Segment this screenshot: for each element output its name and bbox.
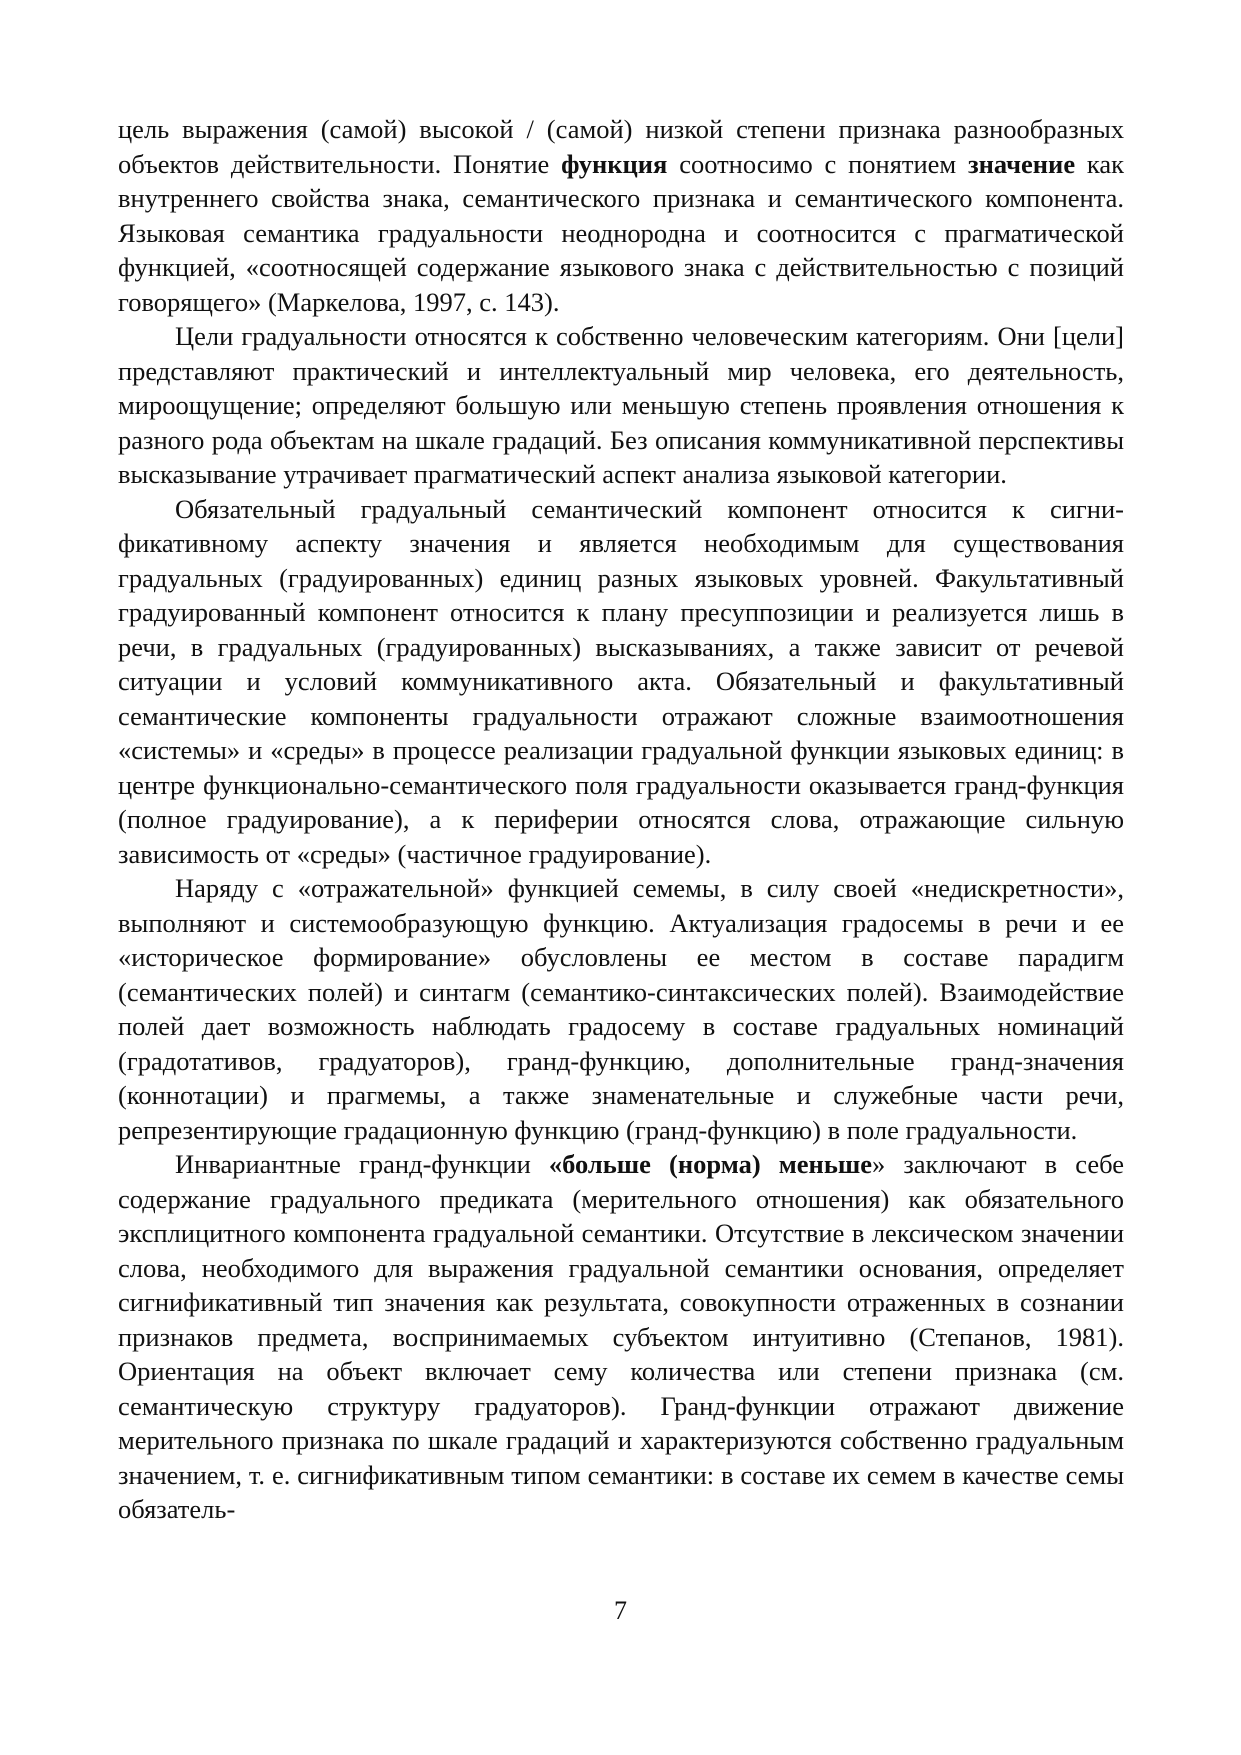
paragraph-1 (118, 112, 1124, 319)
paragraph-3 (118, 492, 1124, 872)
term-funktsiya: функция (561, 148, 668, 179)
term-bolshe-norma-menshe: «больше (норма) меньше (548, 1149, 872, 1179)
page-body (118, 112, 1124, 1527)
paragraph-1-text-1: цель выражения (самой) высокой / (самой) низкой степени признака разнообразных объектов действительности. Понятие (118, 114, 1124, 179)
paragraph-4 (118, 871, 1124, 1147)
term-znachenie: значение (967, 148, 1076, 179)
paragraph-2 (118, 319, 1124, 492)
paragraph-2-text: Цели градуальности относятся к собственно человеческим категориям. Они [цели] представляют практический и интеллектуальный мир человека, его деятельность, мироощущение; определяют большую или меньшую степень проявления отношения к разного рода объектам на шкале градаций. Без описания коммуникативной перспективы высказывание утрачивает прагматический аспект анализа языковой категории. (118, 321, 1124, 489)
paragraph-5 (118, 1147, 1124, 1527)
page-number: 7 (614, 1596, 627, 1625)
paragraph-1-text-2: соотносимо с понятием (667, 148, 968, 179)
paragraph-3-text: Обязательный градуальный семантический компонент относится к сигнификативному аспекту значения и является необходимым для существования градуальных (градуированных) единиц разных языковых уровней. Факультативный градуированный компонент относится к плану пресуппозиции и реализуется лишь в речи, в градуальных (градуированных) высказываниях, а также зависит от речевой ситуации и условий коммуникативного акта. Обязательный и факультативный семантические компоненты градуальности отражают сложные взаимоотношения «системы» и «среды» в процессе реализации градуальной функции языковых единиц: в центре функционально-семантического поля градуальности оказывается гранд-функция (полное градуирование), а к периферии относятся слова, отражающие сильную зависимость от «среды» (частичное градуирование). (118, 493, 1124, 869)
paragraph-4-text: Наряду с «отражательной» функцией семемы, в силу своей «недискретности», выполняют и системообразующую функцию. Актуализация градосемы в речи и ее «историческое формирование» обусловлены ее местом в составе парадигм (семантических полей) и синтагм (семантико-синтаксических полей). Взаимодействие полей дает возможность наблюдать градосему в составе градуальных номинаций (градотативов, градуаторов), гранд-функцию, дополнительные гранд-значения (коннотации) и прагмемы, а также знаменательные и служебные части речи, репрезентирующие градационную функцию (гранд-функцию) в поле градуальности. (118, 873, 1124, 1145)
paragraph-5-text-1: Инвариантные гранд-функции (175, 1149, 549, 1179)
paragraph-1-text-3: как внутреннего свойства знака, семантического признака и семантического компонента. Языковая семантика градуальности неоднородна и соотносится с прагматической функцией, «соотносящей содержание языкового знака с действительностью с позиций говорящего» (Маркелова, 1997, с. 143). (118, 148, 1124, 317)
paragraph-5-text-2: » заключают в себе содержание градуального предиката (мерительного отношения) как обязательного эксплицитного компонента градуальной семантики. Отсутствие в лексическом значении слова, необходимого для выражения градуальной семантики основания, определяет сигнификативный тип значения как результата, совокупности отраженных в сознании признаков предмета, воспринимаемых субъектом интуитивно (Степанов, 1981). Ориентация на объект включает сему количества или степени признака (см. семантическую структуру градуаторов). Гранд-функции отражают движение мерительного признака по шкале градаций и характеризуются собственно градуальным значением, т. е. сигнификативным типом семантики: в составе их семем в качестве семы обязатель- (118, 1149, 1124, 1524)
